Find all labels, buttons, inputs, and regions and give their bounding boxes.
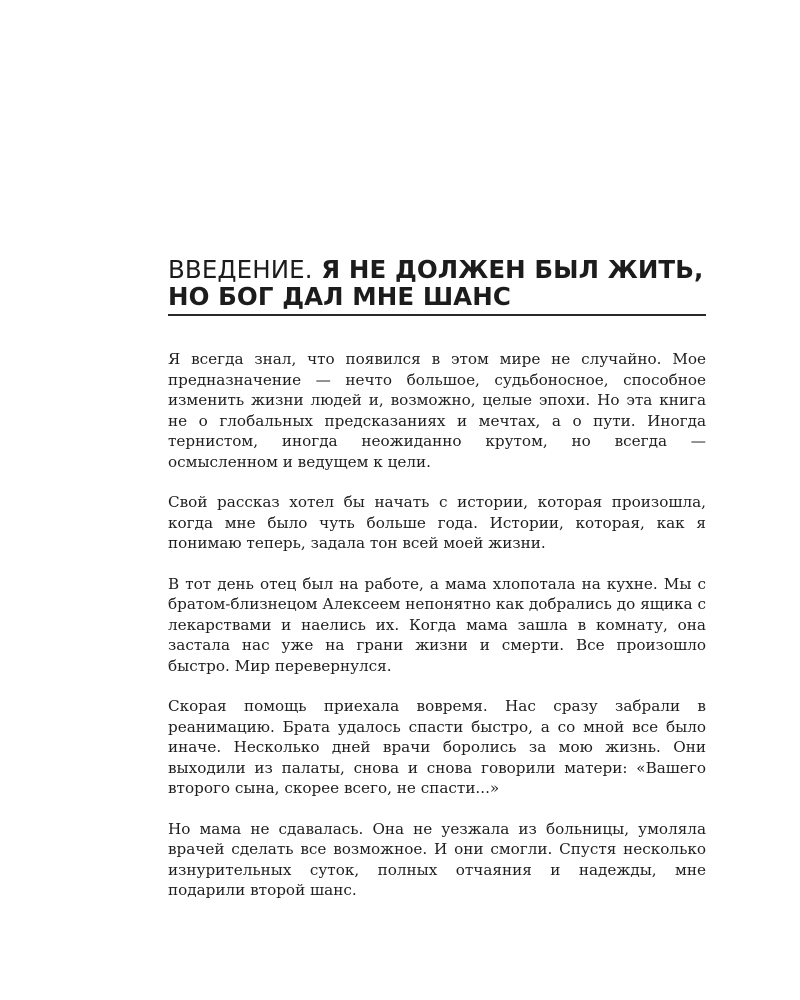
chapter-title-main-line1: Я НЕ ДОЛЖЕН БЫЛ ЖИТЬ, — [321, 255, 704, 284]
chapter-title-prefix: ВВЕДЕНИЕ. — [168, 255, 313, 284]
chapter-title — [168, 256, 706, 310]
paragraph-5: Но мама не сдавалась. Она не уезжала из больницы, умоляла врачей сделать все возможное. И они смогли. Спустя несколько изнурительных суток, полных отчаяния и надежды, мне подарили второй шанс. — [168, 819, 706, 899]
paragraph-2: Свой рассказ хотел бы начать с истории, которая произошла, когда мне было чуть больше года. Истории, которая, как я понимаю теперь, задала тон всей моей жизни. — [168, 493, 706, 552]
chapter-body — [168, 349, 706, 901]
chapter-title-main-line2: НО БОГ ДАЛ МНЕ ШАНС — [168, 282, 511, 311]
paragraph-4: Скорая помощь приехала вовремя. Нас сразу забрали в реанимацию. Брата удалось спасти быстро, а со мной все было иначе. Несколько дней врачи боролись за мою жизнь. Они выходили из палаты, снова и снова говорили матери: «Вашего второго сына, скорее всего, не спасти...» — [168, 697, 706, 797]
book-page — [168, 256, 706, 921]
title-divider — [168, 314, 706, 316]
paragraph-1: Я всегда знал, что появился в этом мире не случайно. Мое предназначение — нечто большое, судьбоносное, способное изменить жизни людей и, возможно, целые эпохи. Но эта книга не о глобальных предсказаниях и мечтах, а о пути. Иногда тернистом, иногда неожиданно крутом, но всегда — осмысленном и ведущем к цели. — [168, 350, 706, 471]
paragraph-3: В тот день отец был на работе, а мама хлопотала на кухне. Мы с братом-близнецом Алексеем непонятно как добрались до ящика с лекарствами и наелись их. Когда мама зашла в комнату, она застала нас уже на грани жизни и смерти. Все произошло быстро. Мир перевернулся. — [168, 574, 706, 675]
